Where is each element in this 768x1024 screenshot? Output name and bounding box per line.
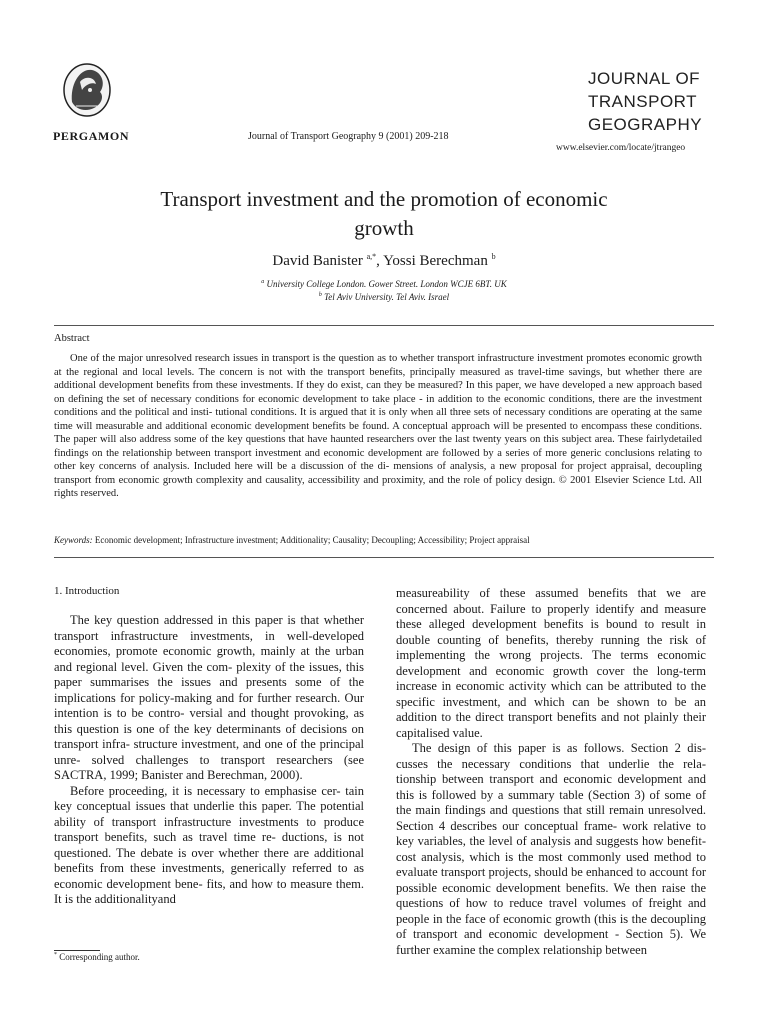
body-paragraph: Before proceeding, it is necessary to emphasise cer- tain key conceptual issues that underlie this paper. The potential ability of transport infrastructure investments to produce transport benefits, such as travel time re- ductions, is not questioned. The debate is over whether there are additional benefits from these investments, generically referred to as economic development bene- fits, and how to measure them. It is the additionalityand (54, 783, 364, 906)
body-paragraph: The key question addressed in this paper is that whether transport infrastructure investments, in well-developed economies, promote economic growth, mainly at the urban and regional level. Given the com- plexity of the issues, this paper summarises the issues and presents some of the implications for policy-making and for further research. Our intention is to be contro- versial and thought provoking, as this question is one of the key determinants of decisions on transport infra- structure investment, and one of the principal unre- solved challenges to transport researchers (see SACTRA, 1999; Banister and Berechman, 2000). (54, 613, 364, 782)
author-affiliation-mark: a,* (366, 252, 377, 261)
section-heading: 1. Introduction (54, 585, 120, 597)
pergamon-logo (62, 62, 112, 118)
journal-title-line: JOURNAL OF (588, 69, 701, 88)
article-title-line: growth (354, 216, 414, 240)
affiliation-mark: b (318, 292, 322, 298)
journal-citation: Journal of Transport Geography 9 (2001) 209-218 (248, 131, 449, 142)
abstract-text: One of the major unresolved research issues in transport is the question as to whether transport infrastructure investment promotes economic growth at the regional and local levels. The concern is not with the transport benefits, principally measured as travel-time savings, but whether there are additional development benefits from these investments. If they do exist, can they be measured? In this paper, we have developed a new approach based on defining the set of necessary conditions for economic development to take place - in addition to the economic conditions, there are the investment conditions and the political and insti- tutional conditions. It is argued that it is only when all three sets of necessary conditions are operating at the same time will measurable and additional economic development benefits be found. A conceptual approach will be presented to encompass these conditions. The paper will also address some of the key questions that have haunted researchers over the last twenty years on this subject area. These fairlydetailed findings on the relationship between transport investment and economic development are followed by a series of more generic conclusions relating to other key concerns of analysis. Included here will be a discussion of the di- mensions of analysis, a new proposal for project appraisal, decoupling transport from economic growth complexity and causality, accessibility and proximity, and the role of policy design. © 2001 Elsevier Science Ltd. All rights reserved. (54, 353, 702, 499)
body-paragraph: The design of this paper is as follows. Section 2 dis- cusses the necessary conditions that underlie the rela- tionship between transport and economic development and this is followed by a summary table (Section 3) of some of the main findings and questions that still remain unresolved. Section 4 describes our conceptual frame- work relative to key variables, the level of analysis and suggests how benefit-cost analysis, which is the most commonly used method to evaluate transport projects, should be enhanced to account for possible economic development benefits. We then raise the questions of how to reduce travel volumes of freight and people in the face of economic growth (this is the decoupling of transport and economic development - Section 5). We further examine the complex relationship between (396, 741, 706, 957)
article-title-line: Transport investment and the promotion of economic (160, 187, 608, 211)
author-affiliation-mark: b (491, 252, 496, 261)
author-name: David Banister (272, 253, 363, 269)
affiliation-mark: a (261, 279, 265, 285)
affiliation-text: University College London. Gower Street. London WCJE 6BT. UK (266, 279, 507, 289)
footnote (54, 952, 140, 962)
footnote-rule (54, 950, 100, 951)
author-separator: , (376, 253, 384, 269)
footnote-mark: * (54, 952, 57, 958)
divider (54, 557, 714, 558)
author-list (60, 252, 708, 270)
footnote-text: Corresponding author. (59, 952, 140, 962)
affiliation-b (60, 292, 708, 302)
journal-title-line: GEOGRAPHY (588, 115, 703, 134)
divider (54, 325, 714, 326)
right-column (396, 586, 706, 958)
affiliation-text: Tel Aviv University. Tel Aviv. Israel (324, 292, 450, 302)
abstract-heading: Abstract (54, 333, 90, 344)
keywords (54, 535, 530, 545)
journal-url[interactable]: www.elsevier.com/locate/jtrangeo (556, 143, 686, 153)
publisher-name: PERGAMON (53, 129, 130, 143)
keywords-label: Keywords: (54, 535, 93, 545)
affiliation-a (60, 279, 708, 289)
keywords-text: Economic development; Infrastructure investment; Additionality; Causality; Decoupling; Accessibility; Project appraisal (92, 535, 530, 545)
journal-title-line: TRANSPORT (588, 92, 698, 111)
body-paragraph: measureability of these assumed benefits that we are concerned about. Failure to properly identify and measure these alleged development benefits is bound to result in double counting of benefits, thereby running the risk of implementing the wrong projects. The terms economic development and economic growth cover the long-term increase in economic activity which can be attributed to the specific investment, and which can be shown to be an addition to the direct transport benefits and not plainly their capitalised value. (396, 586, 706, 740)
left-column (54, 613, 364, 908)
article-title (60, 185, 708, 243)
journal-title (588, 67, 702, 136)
author-name: Yossi Berechman (383, 253, 488, 269)
